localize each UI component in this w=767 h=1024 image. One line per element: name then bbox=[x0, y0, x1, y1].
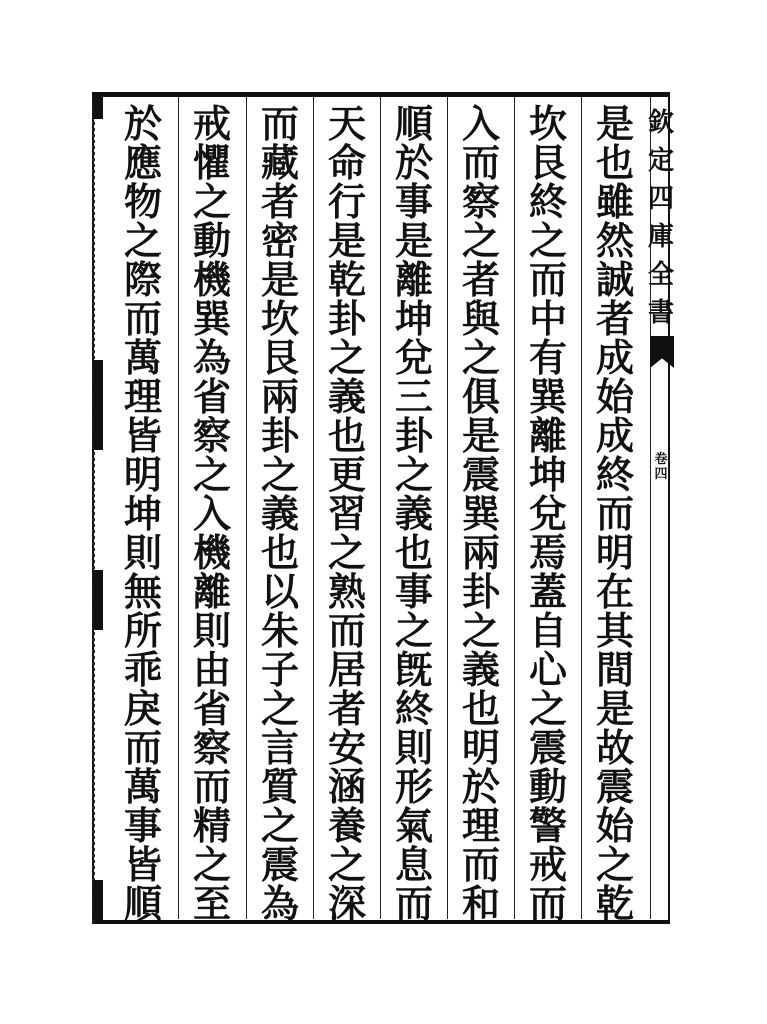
column-glyph: 之 bbox=[528, 218, 567, 263]
gutter-title-char: 欽 bbox=[647, 108, 674, 138]
column-glyph: 明 bbox=[461, 725, 500, 770]
column-glyph: 安 bbox=[327, 725, 366, 770]
column-glyph: 者 bbox=[260, 179, 299, 224]
column-glyph: 之 bbox=[394, 452, 433, 497]
column-glyph: 明 bbox=[123, 452, 162, 497]
column-glyph: 質 bbox=[260, 764, 299, 809]
column-rule bbox=[380, 97, 381, 919]
column-glyph: 兌 bbox=[394, 335, 433, 380]
column-glyph: 之 bbox=[192, 842, 231, 887]
column-glyph: 息 bbox=[394, 842, 433, 887]
column-glyph: 由 bbox=[192, 647, 231, 692]
left-margin-rule bbox=[92, 97, 106, 923]
column-glyph: 而 bbox=[461, 842, 500, 887]
column-glyph: 之 bbox=[260, 803, 299, 848]
column-glyph: 皆 bbox=[123, 842, 162, 887]
column-glyph: 終 bbox=[528, 179, 567, 224]
column-glyph: 和 bbox=[461, 881, 500, 926]
column-glyph: 也 bbox=[461, 686, 500, 731]
column-glyph: 義 bbox=[327, 374, 366, 419]
column-glyph: 機 bbox=[192, 530, 231, 575]
column-glyph: 物 bbox=[123, 179, 162, 224]
column-glyph: 察 bbox=[192, 413, 231, 458]
column-glyph: 是 bbox=[260, 257, 299, 302]
column-glyph: 成 bbox=[595, 413, 634, 458]
column-glyph: 更 bbox=[327, 452, 366, 497]
column-glyph: 卦 bbox=[260, 413, 299, 458]
column-glyph: 兩 bbox=[260, 374, 299, 419]
column-glyph: 巽 bbox=[461, 491, 500, 536]
column-glyph: 義 bbox=[394, 491, 433, 536]
column-glyph: 間 bbox=[595, 647, 634, 692]
column-rule bbox=[581, 97, 582, 919]
column-glyph: 有 bbox=[528, 335, 567, 380]
column-glyph: 巽 bbox=[528, 374, 567, 419]
column-glyph: 義 bbox=[260, 491, 299, 536]
text-column-2 bbox=[517, 101, 579, 926]
column-glyph: 與 bbox=[461, 296, 500, 341]
column-glyph: 言 bbox=[260, 725, 299, 770]
column-glyph: 之 bbox=[192, 452, 231, 497]
gutter-juan-char: 卷 bbox=[654, 452, 668, 467]
column-glyph: 於 bbox=[123, 101, 162, 146]
column-glyph: 終 bbox=[394, 686, 433, 731]
column-glyph: 子 bbox=[260, 647, 299, 692]
column-glyph: 戒 bbox=[192, 101, 231, 146]
column-glyph: 之 bbox=[123, 218, 162, 263]
column-glyph: 省 bbox=[192, 686, 231, 731]
gutter-title-char: 書 bbox=[647, 298, 674, 328]
column-glyph: 中 bbox=[528, 296, 567, 341]
column-glyph: 至 bbox=[192, 881, 231, 926]
column-glyph: 坎 bbox=[528, 101, 567, 146]
column-glyph: 事 bbox=[394, 179, 433, 224]
column-glyph: 是 bbox=[461, 413, 500, 458]
column-glyph: 離 bbox=[394, 257, 433, 302]
column-glyph: 卦 bbox=[394, 413, 433, 458]
column-glyph: 也 bbox=[394, 530, 433, 575]
column-glyph: 是 bbox=[327, 218, 366, 263]
column-glyph: 誠 bbox=[595, 257, 634, 302]
column-glyph: 故 bbox=[595, 725, 634, 770]
column-glyph: 無 bbox=[123, 569, 162, 614]
column-glyph: 雖 bbox=[595, 179, 634, 224]
left-margin-mark bbox=[93, 360, 103, 450]
gutter-title-char: 全 bbox=[647, 260, 674, 290]
column-glyph: 朱 bbox=[260, 608, 299, 653]
column-glyph: 而 bbox=[260, 101, 299, 146]
column-glyph: 為 bbox=[260, 881, 299, 926]
text-column-1 bbox=[584, 101, 646, 926]
column-glyph: 理 bbox=[123, 374, 162, 419]
column-glyph: 戾 bbox=[123, 686, 162, 731]
gutter-title-char: 四 bbox=[647, 184, 674, 214]
column-glyph: 乖 bbox=[123, 647, 162, 692]
column-glyph: 命 bbox=[327, 140, 366, 185]
column-glyph: 之 bbox=[595, 842, 634, 887]
column-glyph: 則 bbox=[192, 608, 231, 653]
column-glyph: 懼 bbox=[192, 140, 231, 185]
column-glyph: 於 bbox=[394, 140, 433, 185]
column-glyph: 明 bbox=[595, 530, 634, 575]
column-glyph: 之 bbox=[461, 335, 500, 380]
column-glyph: 入 bbox=[192, 491, 231, 536]
column-glyph: 坎 bbox=[260, 296, 299, 341]
column-glyph: 察 bbox=[192, 725, 231, 770]
column-glyph: 之 bbox=[528, 686, 567, 731]
column-glyph: 戒 bbox=[528, 842, 567, 887]
column-glyph: 者 bbox=[461, 257, 500, 302]
left-margin-mark bbox=[93, 97, 103, 119]
column-rule bbox=[178, 97, 179, 919]
text-column-4 bbox=[383, 101, 445, 926]
column-glyph: 始 bbox=[595, 374, 634, 419]
column-glyph: 而 bbox=[595, 491, 634, 536]
column-rule bbox=[447, 97, 448, 919]
column-glyph: 入 bbox=[461, 101, 500, 146]
column-glyph: 卦 bbox=[327, 296, 366, 341]
gutter-title-char: 定 bbox=[647, 146, 674, 176]
column-glyph: 而 bbox=[327, 608, 366, 653]
left-margin-mark bbox=[93, 880, 103, 920]
column-glyph: 離 bbox=[528, 413, 567, 458]
column-glyph: 而 bbox=[394, 881, 433, 926]
column-glyph: 之 bbox=[260, 686, 299, 731]
column-glyph: 皆 bbox=[123, 413, 162, 458]
column-glyph: 省 bbox=[192, 374, 231, 419]
column-glyph: 天 bbox=[327, 101, 366, 146]
column-glyph: 始 bbox=[595, 803, 634, 848]
column-glyph: 義 bbox=[461, 647, 500, 692]
column-glyph: 震 bbox=[595, 764, 634, 809]
column-glyph: 終 bbox=[595, 452, 634, 497]
column-glyph: 艮 bbox=[528, 140, 567, 185]
column-glyph: 坤 bbox=[123, 491, 162, 536]
text-column-7 bbox=[181, 101, 243, 926]
column-glyph: 而 bbox=[528, 881, 567, 926]
text-column-8 bbox=[112, 101, 174, 926]
column-glyph: 離 bbox=[192, 569, 231, 614]
column-glyph: 在 bbox=[595, 569, 634, 614]
column-glyph: 之 bbox=[461, 608, 500, 653]
gutter-juan-label bbox=[651, 452, 671, 482]
column-glyph: 旣 bbox=[394, 647, 433, 692]
column-glyph: 警 bbox=[528, 803, 567, 848]
column-glyph: 其 bbox=[595, 608, 634, 653]
column-glyph: 順 bbox=[394, 101, 433, 146]
column-glyph: 察 bbox=[461, 179, 500, 224]
column-glyph: 動 bbox=[192, 218, 231, 263]
column-glyph: 以 bbox=[260, 569, 299, 614]
column-glyph: 熟 bbox=[327, 569, 366, 614]
column-glyph: 而 bbox=[528, 257, 567, 302]
column-glyph: 震 bbox=[461, 452, 500, 497]
column-glyph: 自 bbox=[528, 608, 567, 653]
column-glyph: 艮 bbox=[260, 335, 299, 380]
column-glyph: 機 bbox=[192, 257, 231, 302]
column-glyph: 為 bbox=[192, 335, 231, 380]
column-glyph: 理 bbox=[461, 803, 500, 848]
column-glyph: 然 bbox=[595, 218, 634, 263]
column-glyph: 形 bbox=[394, 764, 433, 809]
column-glyph: 而 bbox=[123, 296, 162, 341]
column-glyph: 兌 bbox=[528, 491, 567, 536]
column-glyph: 者 bbox=[595, 296, 634, 341]
column-rule bbox=[514, 97, 515, 919]
column-glyph: 動 bbox=[528, 764, 567, 809]
column-glyph: 之 bbox=[394, 608, 433, 653]
gutter-juan-char: 四 bbox=[654, 467, 668, 482]
column-glyph: 也 bbox=[595, 140, 634, 185]
column-glyph: 者 bbox=[327, 686, 366, 731]
column-glyph: 是 bbox=[394, 218, 433, 263]
column-glyph: 兩 bbox=[461, 530, 500, 575]
column-glyph: 之 bbox=[327, 335, 366, 380]
column-glyph: 乾 bbox=[327, 257, 366, 302]
column-glyph: 而 bbox=[461, 140, 500, 185]
column-glyph: 氣 bbox=[394, 803, 433, 848]
column-glyph: 之 bbox=[192, 179, 231, 224]
column-glyph: 則 bbox=[123, 530, 162, 575]
column-glyph: 三 bbox=[394, 374, 433, 419]
column-glyph: 也 bbox=[327, 413, 366, 458]
column-glyph: 巽 bbox=[192, 296, 231, 341]
column-glyph: 成 bbox=[595, 335, 634, 380]
column-glyph: 順 bbox=[123, 881, 162, 926]
column-glyph: 蓋 bbox=[528, 569, 567, 614]
gutter-title-char: 庫 bbox=[647, 222, 674, 252]
text-column-6 bbox=[249, 101, 311, 926]
column-glyph: 是 bbox=[595, 686, 634, 731]
text-column-3 bbox=[450, 101, 512, 926]
column-glyph: 萬 bbox=[123, 335, 162, 380]
column-glyph: 也 bbox=[260, 530, 299, 575]
column-glyph: 養 bbox=[327, 803, 366, 848]
column-glyph: 而 bbox=[123, 725, 162, 770]
column-glyph: 精 bbox=[192, 803, 231, 848]
column-glyph: 焉 bbox=[528, 530, 567, 575]
column-glyph: 際 bbox=[123, 257, 162, 302]
column-glyph: 之 bbox=[327, 842, 366, 887]
column-glyph: 心 bbox=[528, 647, 567, 692]
column-glyph: 居 bbox=[327, 647, 366, 692]
column-glyph: 應 bbox=[123, 140, 162, 185]
gutter-book-title bbox=[644, 104, 678, 332]
column-glyph: 萬 bbox=[123, 764, 162, 809]
left-margin-mark bbox=[93, 570, 103, 630]
column-glyph: 坤 bbox=[394, 296, 433, 341]
column-glyph: 深 bbox=[327, 881, 366, 926]
column-glyph: 卦 bbox=[461, 569, 500, 614]
column-glyph: 則 bbox=[394, 725, 433, 770]
column-glyph: 涵 bbox=[327, 764, 366, 809]
column-glyph: 藏 bbox=[260, 140, 299, 185]
column-glyph: 事 bbox=[394, 569, 433, 614]
column-glyph: 乾 bbox=[595, 881, 634, 926]
column-glyph: 震 bbox=[260, 842, 299, 887]
text-column-5 bbox=[316, 101, 378, 926]
column-glyph: 於 bbox=[461, 764, 500, 809]
column-glyph: 震 bbox=[528, 725, 567, 770]
column-glyph: 俱 bbox=[461, 374, 500, 419]
column-glyph: 而 bbox=[192, 764, 231, 809]
column-rule bbox=[313, 97, 314, 919]
column-rule bbox=[246, 97, 247, 919]
column-glyph: 之 bbox=[327, 530, 366, 575]
column-glyph: 所 bbox=[123, 608, 162, 653]
column-glyph: 坤 bbox=[528, 452, 567, 497]
column-glyph: 事 bbox=[123, 803, 162, 848]
column-glyph: 習 bbox=[327, 491, 366, 536]
column-glyph: 行 bbox=[327, 179, 366, 224]
column-glyph: 之 bbox=[260, 452, 299, 497]
column-glyph: 之 bbox=[461, 218, 500, 263]
column-glyph: 是 bbox=[595, 101, 634, 146]
column-glyph: 密 bbox=[260, 218, 299, 263]
